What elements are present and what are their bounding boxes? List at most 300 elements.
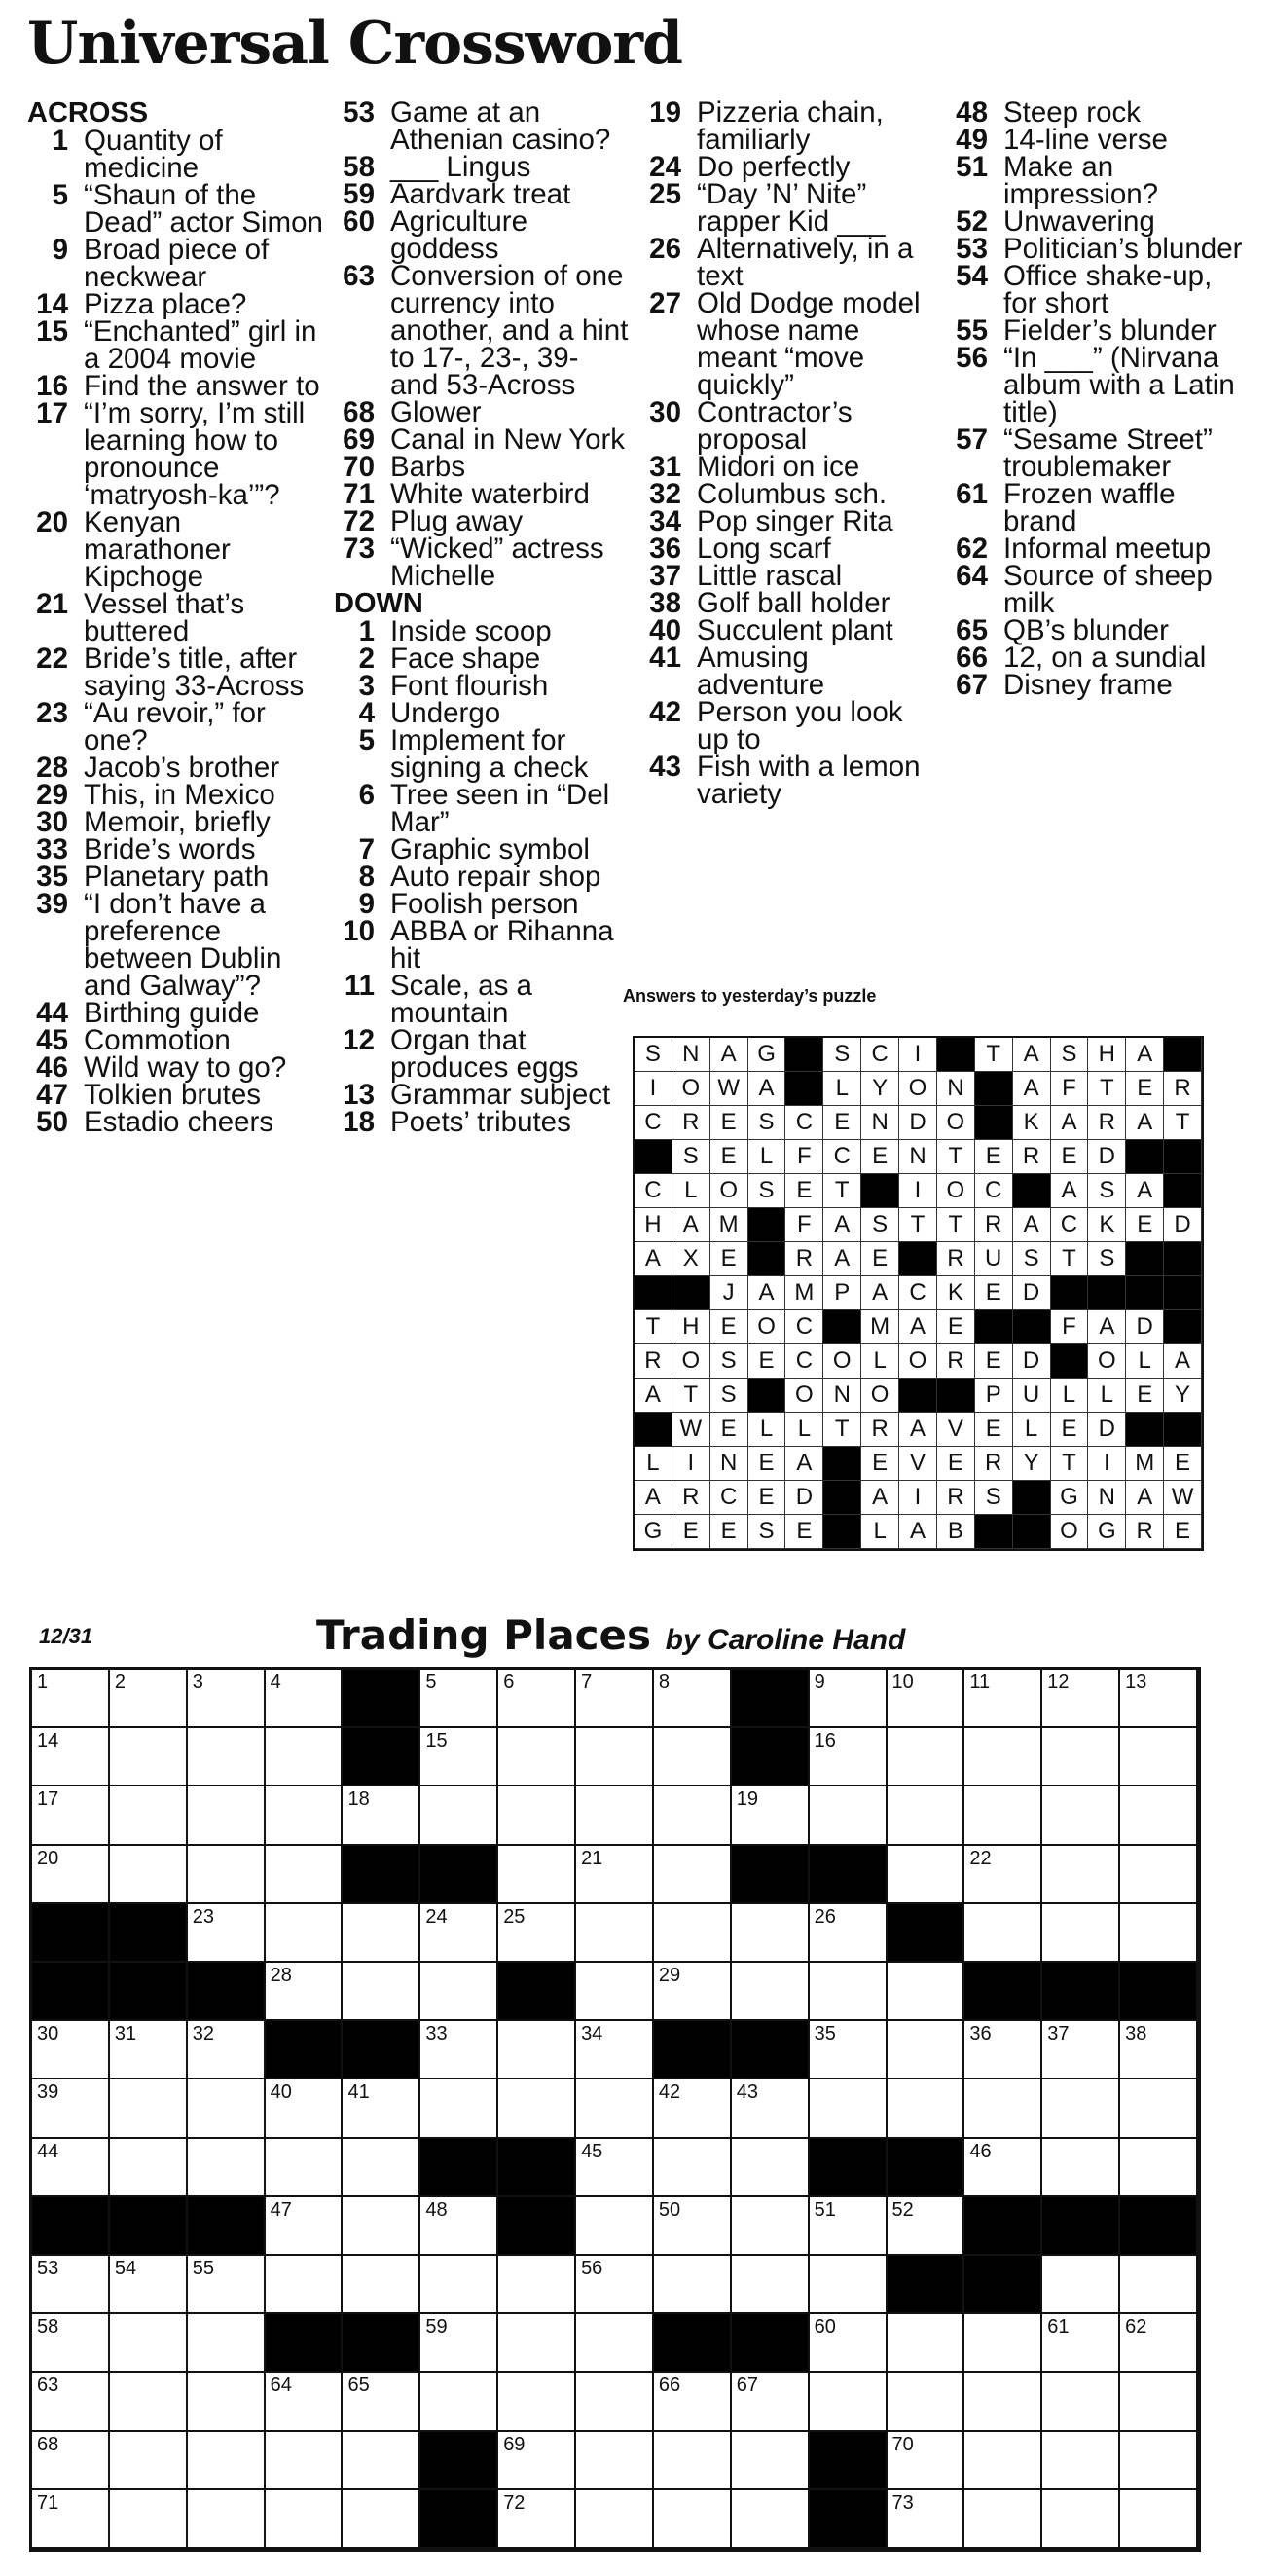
grid-cell[interactable]: [1042, 1904, 1120, 1963]
clue-number: 69: [343, 423, 375, 456]
down-clue: [334, 645, 634, 673]
answer-letter: O: [937, 1174, 975, 1208]
across-heading: ACROSS: [27, 97, 149, 129]
grid-cell[interactable]: [343, 2139, 420, 2197]
grid-cell[interactable]: [964, 2314, 1042, 2373]
grid-cell[interactable]: [888, 2197, 965, 2256]
grid-cell[interactable]: [576, 2256, 654, 2314]
grid-cell[interactable]: [576, 1786, 654, 1845]
grid-cell[interactable]: [1042, 2079, 1120, 2138]
grid-cell[interactable]: [964, 2021, 1042, 2079]
clue-number: 5: [52, 179, 68, 211]
clue-text: Office shake-up, for short: [1003, 260, 1213, 319]
clue-number: 18: [343, 1106, 375, 1138]
grid-cell[interactable]: [498, 2432, 576, 2490]
across-clue: [27, 288, 327, 320]
grid-cell[interactable]: [1042, 2432, 1120, 2490]
black-square: [888, 2256, 965, 2314]
grid-cell[interactable]: [732, 2197, 810, 2256]
grid-cell[interactable]: [188, 2490, 266, 2549]
black-square: [975, 1310, 1013, 1344]
grid-cell[interactable]: [188, 1786, 266, 1845]
grid-cell[interactable]: [266, 1786, 344, 1845]
down-clue: [947, 260, 1247, 319]
clue-number: 29: [36, 779, 68, 811]
grid-cell[interactable]: [188, 2079, 266, 2138]
grid-cell[interactable]: [110, 1846, 188, 1904]
grid-cell[interactable]: [498, 1728, 576, 1786]
grid-cell[interactable]: [32, 1728, 110, 1786]
grid-cell[interactable]: [188, 2314, 266, 2373]
grid-cell[interactable]: [498, 2314, 576, 2373]
grid-cell[interactable]: [188, 1846, 266, 1904]
clue-number: 32: [649, 478, 681, 510]
grid-cell[interactable]: [420, 1728, 498, 1786]
black-square: [188, 1963, 266, 2021]
grid-cell[interactable]: [188, 1728, 266, 1786]
grid-cell[interactable]: [420, 1670, 498, 1728]
grid-cell[interactable]: [1120, 1786, 1198, 1845]
answer-letter: D: [1013, 1276, 1051, 1310]
answer-letter: K: [1088, 1208, 1126, 1242]
cell-number: 13: [1125, 1672, 1147, 1693]
grid-cell[interactable]: [576, 2139, 654, 2197]
grid-cell[interactable]: [266, 1670, 344, 1728]
grid-cell[interactable]: [1120, 2373, 1198, 2431]
grid-cell[interactable]: [888, 1728, 965, 1786]
answer-letter: S: [748, 1174, 786, 1208]
grid-cell[interactable]: [188, 2139, 266, 2197]
grid-cell[interactable]: [576, 1846, 654, 1904]
cell-number: 52: [891, 2198, 914, 2221]
black-square: [732, 2314, 810, 2373]
black-square: [888, 1904, 965, 1963]
clue-number: 16: [36, 370, 68, 402]
grid-cell[interactable]: [420, 2079, 498, 2138]
grid-cell[interactable]: [1042, 2490, 1120, 2549]
grid-cell[interactable]: [32, 2021, 110, 2079]
grid-cell[interactable]: [188, 2432, 266, 2490]
black-square: [654, 2314, 732, 2373]
grid-cell[interactable]: [266, 2139, 344, 2197]
grid-cell[interactable]: [498, 2256, 576, 2314]
grid-cell[interactable]: [343, 2373, 420, 2431]
down-clue: [947, 124, 1247, 156]
grid-cell[interactable]: [964, 1670, 1042, 1728]
black-square: [1126, 1242, 1164, 1276]
grid-cell[interactable]: [498, 1904, 576, 1963]
grid-cell[interactable]: [343, 2256, 420, 2314]
grid-cell[interactable]: [964, 2490, 1042, 2549]
answer-letter: A: [1013, 1208, 1051, 1242]
grid-cell[interactable]: [964, 2079, 1042, 2138]
grid-cell[interactable]: [498, 2373, 576, 2431]
grid-cell[interactable]: [188, 2373, 266, 2431]
black-square: [1013, 1174, 1051, 1208]
down-clue: [640, 560, 940, 592]
answer-letter: R: [672, 1106, 710, 1140]
grid-cell[interactable]: [654, 2373, 732, 2431]
black-square: [810, 2139, 888, 2197]
grid-cell[interactable]: [732, 2256, 810, 2314]
grid-cell[interactable]: [1042, 2373, 1120, 2431]
black-square: [975, 1072, 1013, 1106]
grid-cell[interactable]: [1042, 2314, 1120, 2373]
grid-cell[interactable]: [810, 2021, 888, 2079]
grid-cell[interactable]: [576, 1670, 654, 1728]
clue-number: 43: [649, 751, 681, 783]
grid-cell[interactable]: [343, 1963, 420, 2021]
answer-letter: O: [672, 1072, 710, 1106]
clue-text: Game at an Athenian casino?: [390, 96, 611, 156]
grid-cell[interactable]: [188, 2256, 266, 2314]
grid-cell[interactable]: [1120, 2079, 1198, 2138]
clue-text: Planetary path: [84, 861, 270, 893]
answer-letter: H: [635, 1208, 672, 1242]
clue-text: 14-line verse: [1003, 124, 1168, 156]
puzzle-title: [316, 1611, 905, 1659]
answer-letter: R: [785, 1242, 823, 1276]
grid-cell[interactable]: [1042, 2256, 1120, 2314]
grid-cell[interactable]: [810, 2197, 888, 2256]
grid-cell[interactable]: [188, 1670, 266, 1728]
grid-cell[interactable]: [964, 2373, 1042, 2431]
grid-cell[interactable]: [732, 2079, 810, 2138]
answer-letter: A: [1164, 1344, 1202, 1379]
grid-cell[interactable]: [732, 2490, 810, 2549]
cell-number: 65: [347, 2374, 370, 2397]
grid-cell[interactable]: [32, 1670, 110, 1728]
grid-cell[interactable]: [888, 2314, 965, 2373]
grid-cell[interactable]: [1042, 2021, 1120, 2079]
grid-cell[interactable]: [654, 1670, 732, 1728]
grid-cell[interactable]: [888, 2021, 965, 2079]
across-clue: [27, 1079, 327, 1111]
black-square: [1164, 1413, 1202, 1447]
clue-number: 46: [36, 1051, 68, 1084]
grid-cell[interactable]: [266, 2432, 344, 2490]
answer-letter: E: [748, 1481, 786, 1515]
grid-cell[interactable]: [654, 1846, 732, 1904]
grid-cell[interactable]: [810, 2256, 888, 2314]
grid-cell[interactable]: [1042, 2139, 1120, 2197]
black-square: [498, 2139, 576, 2197]
black-square: [1164, 1310, 1202, 1344]
answer-letter: E: [710, 1106, 748, 1140]
grid-cell[interactable]: [810, 1670, 888, 1728]
grid-cell[interactable]: [964, 1786, 1042, 1845]
grid-cell[interactable]: [266, 1963, 344, 2021]
grid-cell[interactable]: [498, 2490, 576, 2549]
answer-letter: R: [672, 1481, 710, 1515]
grid-cell[interactable]: [654, 2197, 732, 2256]
grid-cell[interactable]: [343, 2490, 420, 2549]
answer-letter: C: [785, 1344, 823, 1379]
grid-cell[interactable]: [498, 1786, 576, 1845]
clue-text: Plug away: [390, 505, 524, 537]
cell-number: 37: [1047, 2023, 1070, 2045]
grid-cell[interactable]: [110, 1670, 188, 1728]
grid-cell[interactable]: [266, 2079, 344, 2138]
grid-cell[interactable]: [110, 1728, 188, 1786]
grid-cell[interactable]: [1120, 2490, 1198, 2549]
grid-cell[interactable]: [1120, 2139, 1198, 2197]
clue-text: Commotion: [84, 1024, 231, 1056]
grid-cell[interactable]: [732, 2432, 810, 2490]
grid-cell[interactable]: [343, 1786, 420, 1845]
across-clue: [27, 645, 327, 700]
answer-letter: A: [1126, 1038, 1164, 1072]
black-square: [110, 1963, 188, 2021]
grid-cell[interactable]: [110, 2373, 188, 2431]
grid-cell[interactable]: [810, 2373, 888, 2431]
cell-number: 18: [347, 1788, 370, 1811]
grid-cell[interactable]: [32, 2079, 110, 2138]
grid-cell[interactable]: [576, 2197, 654, 2256]
answer-letter: S: [861, 1208, 899, 1242]
grid-cell[interactable]: [110, 2432, 188, 2490]
clue-text: Bride’s title, after saying 33-Across: [84, 643, 305, 702]
grid-cell[interactable]: [420, 1963, 498, 2021]
grid-cell[interactable]: [32, 2432, 110, 2490]
grid-cell[interactable]: [266, 1846, 344, 1904]
grid-cell[interactable]: [1120, 1728, 1198, 1786]
clue-text: Fielder’s blunder: [1003, 314, 1217, 347]
grid-cell[interactable]: [576, 1904, 654, 1963]
answer-letter: S: [710, 1344, 748, 1379]
grid-cell[interactable]: [420, 1904, 498, 1963]
grid-cell[interactable]: [1120, 1670, 1198, 1728]
answer-letter: Y: [1013, 1447, 1051, 1481]
grid-cell[interactable]: [1120, 2256, 1198, 2314]
grid-cell[interactable]: [576, 2314, 654, 2373]
answer-letter: D: [1164, 1208, 1202, 1242]
clue-number: 1: [358, 615, 375, 647]
grid-cell[interactable]: [498, 1846, 576, 1904]
grid-cell[interactable]: [810, 1786, 888, 1845]
grid-cell[interactable]: [810, 2079, 888, 2138]
grid-cell[interactable]: [964, 1728, 1042, 1786]
grid-cell[interactable]: [420, 2256, 498, 2314]
grid-cell[interactable]: [654, 1786, 732, 1845]
grid-cell[interactable]: [110, 2139, 188, 2197]
grid-cell[interactable]: [420, 2373, 498, 2431]
black-square: [899, 1242, 937, 1276]
grid-cell[interactable]: [1120, 1904, 1198, 1963]
grid-cell[interactable]: [810, 1904, 888, 1963]
answer-letter: W: [1164, 1481, 1202, 1515]
grid-cell[interactable]: [110, 2314, 188, 2373]
clue-text: Agriculture goddess: [390, 205, 528, 265]
down-clue: [334, 697, 634, 729]
down-clue: [640, 614, 940, 646]
down-clue: [640, 451, 940, 483]
grid-cell[interactable]: [576, 2021, 654, 2079]
answer-letter: T: [1051, 1242, 1089, 1276]
grid-cell[interactable]: [498, 1670, 576, 1728]
grid-cell[interactable]: [654, 1904, 732, 1963]
grid-cell[interactable]: [576, 1728, 654, 1786]
across-clue: [334, 451, 634, 483]
black-square: [635, 1413, 672, 1447]
down-clue: [640, 287, 940, 401]
answer-letter: I: [899, 1481, 937, 1515]
cell-number: 68: [37, 2433, 59, 2455]
grid-cell[interactable]: [32, 2139, 110, 2197]
grid-cell[interactable]: [32, 2256, 110, 2314]
across-clue: [334, 151, 634, 183]
grid-cell[interactable]: [810, 1963, 888, 2021]
puzzle-date: 12/31: [39, 1624, 93, 1648]
clue-column-3: [640, 96, 940, 810]
grid-cell[interactable]: [1120, 2432, 1198, 2490]
grid-cell[interactable]: [654, 2256, 732, 2314]
grid-cell[interactable]: [266, 2256, 344, 2314]
grid-cell[interactable]: [1120, 2021, 1198, 2079]
clue-number: 20: [36, 506, 68, 538]
grid-cell[interactable]: [110, 2256, 188, 2314]
black-square: [498, 2197, 576, 2256]
grid-cell[interactable]: [420, 2021, 498, 2079]
grid-cell[interactable]: [266, 1728, 344, 1786]
across-clue: [27, 506, 327, 593]
black-square: [420, 2490, 498, 2549]
grid-cell[interactable]: [498, 2079, 576, 2138]
grid-cell[interactable]: [32, 1786, 110, 1845]
grid-cell[interactable]: [964, 1904, 1042, 1963]
clue-number: 36: [649, 533, 681, 565]
crossword-grid: [29, 1667, 1201, 2552]
grid-cell[interactable]: [732, 2139, 810, 2197]
grid-cell[interactable]: [110, 2490, 188, 2549]
answer-letter: C: [899, 1276, 937, 1310]
grid-cell[interactable]: [810, 1728, 888, 1786]
clue-number: 6: [358, 779, 375, 811]
clue-text: Midori on ice: [697, 451, 860, 483]
grid-cell[interactable]: [188, 2021, 266, 2079]
grid-cell[interactable]: [964, 1846, 1042, 1904]
grid-cell[interactable]: [888, 2432, 965, 2490]
cell-number: 30: [37, 2023, 59, 2045]
grid-cell[interactable]: [654, 2079, 732, 2138]
grid-cell[interactable]: [343, 1904, 420, 1963]
answer-letter: S: [823, 1038, 861, 1072]
grid-cell[interactable]: [654, 2490, 732, 2549]
grid-cell[interactable]: [964, 2432, 1042, 2490]
answer-letter: R: [937, 1481, 975, 1515]
grid-cell[interactable]: [420, 2197, 498, 2256]
grid-cell[interactable]: [1042, 1670, 1120, 1728]
down-clue: [640, 151, 940, 183]
grid-cell[interactable]: [1120, 1846, 1198, 1904]
grid-cell[interactable]: [1042, 1728, 1120, 1786]
across-clue: [334, 478, 634, 510]
grid-cell[interactable]: [343, 2197, 420, 2256]
grid-cell[interactable]: [654, 2432, 732, 2490]
grid-cell[interactable]: [188, 1904, 266, 1963]
answer-letter: A: [635, 1242, 672, 1276]
clue-text: Unwavering: [1003, 205, 1155, 238]
grid-cell[interactable]: [266, 1904, 344, 1963]
down-clue: [947, 669, 1247, 701]
answer-letter: N: [861, 1106, 899, 1140]
grid-cell[interactable]: [576, 2490, 654, 2549]
puzzle-byline: by Caroline Hand: [665, 1624, 906, 1656]
black-square: [635, 1140, 672, 1174]
grid-cell[interactable]: [32, 2373, 110, 2431]
answer-letter: Y: [861, 1072, 899, 1106]
grid-cell[interactable]: [654, 2139, 732, 2197]
answer-letter: P: [823, 1276, 861, 1310]
grid-cell[interactable]: [498, 2021, 576, 2079]
grid-cell[interactable]: [732, 1786, 810, 1845]
answer-letter: L: [748, 1413, 786, 1447]
across-clue: [334, 535, 634, 590]
answer-letter: L: [1126, 1344, 1164, 1379]
clues-area: [27, 96, 1244, 1138]
cell-number: 29: [658, 1965, 681, 1986]
grid-cell[interactable]: [1042, 1846, 1120, 1904]
clue-number: 57: [956, 423, 988, 456]
grid-cell[interactable]: [420, 2314, 498, 2373]
black-square: [810, 2432, 888, 2490]
black-square: [964, 2197, 1042, 2256]
grid-cell[interactable]: [266, 2373, 344, 2431]
grid-cell[interactable]: [964, 2139, 1042, 2197]
grid-cell[interactable]: [576, 1963, 654, 2021]
answer-letter: A: [1088, 1310, 1126, 1344]
grid-cell[interactable]: [576, 2432, 654, 2490]
grid-cell[interactable]: [110, 2079, 188, 2138]
grid-cell[interactable]: [888, 2373, 965, 2431]
grid-cell[interactable]: [888, 1963, 965, 2021]
answer-letter: C: [710, 1481, 748, 1515]
cell-number: 31: [114, 2023, 137, 2045]
grid-cell[interactable]: [343, 2432, 420, 2490]
black-square: [823, 1447, 861, 1481]
grid-cell[interactable]: [576, 2373, 654, 2431]
answer-letter: S: [1088, 1174, 1126, 1208]
grid-cell[interactable]: [1042, 1786, 1120, 1845]
grid-cell[interactable]: [1120, 2314, 1198, 2373]
across-clue: [27, 1024, 327, 1056]
grid-cell[interactable]: [32, 1846, 110, 1904]
grid-cell[interactable]: [266, 2490, 344, 2549]
grid-cell[interactable]: [732, 1963, 810, 2021]
grid-cell[interactable]: [888, 2079, 965, 2138]
clue-number: 22: [36, 643, 68, 675]
grid-cell[interactable]: [32, 2490, 110, 2549]
grid-cell[interactable]: [732, 2373, 810, 2431]
grid-cell[interactable]: [654, 1728, 732, 1786]
grid-cell[interactable]: [266, 2197, 344, 2256]
grid-cell[interactable]: [888, 1846, 965, 1904]
clue-text: ___ Lingus: [390, 151, 531, 183]
grid-cell[interactable]: [32, 2314, 110, 2373]
grid-cell[interactable]: [110, 1786, 188, 1845]
grid-cell[interactable]: [732, 1904, 810, 1963]
answer-letter: O: [710, 1174, 748, 1208]
grid-cell[interactable]: [888, 1786, 965, 1845]
grid-cell[interactable]: [110, 2021, 188, 2079]
grid-cell[interactable]: [420, 1786, 498, 1845]
grid-cell[interactable]: [888, 2490, 965, 2549]
grid-cell[interactable]: [654, 1963, 732, 2021]
grid-cell[interactable]: [810, 2314, 888, 2373]
grid-cell[interactable]: [343, 2079, 420, 2138]
grid-cell[interactable]: [576, 2079, 654, 2138]
grid-cell[interactable]: [888, 1670, 965, 1728]
